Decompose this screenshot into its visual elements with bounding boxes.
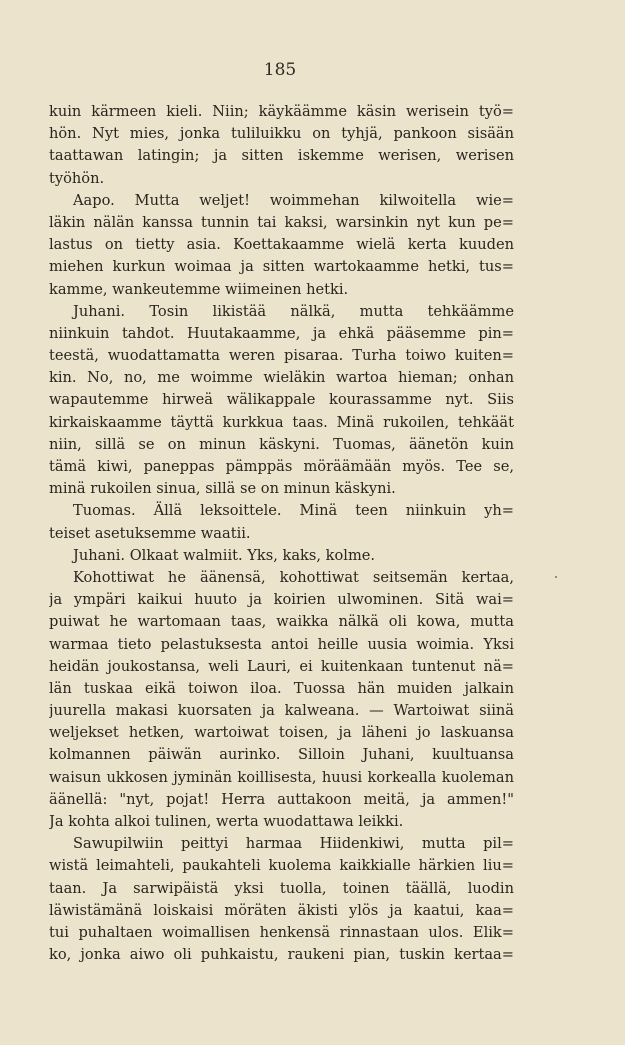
text-line: län tuskaa eikä toiwon iloa. Tuossa hän muiden jalkain	[49, 679, 514, 697]
text-line: ko, jonka aiwo oli puhkaistu, raukeni pian, tuskin kertaa=	[49, 946, 514, 964]
text-line: teestä, wuodattamatta weren pisaraa. Turha toiwo kuiten=	[49, 347, 514, 365]
text-line: lastus on tietty asia. Koettakaamme wielä kerta kuuden	[49, 236, 514, 254]
text-line: waisun ukkosen jyminän koillisesta, huusi korkealla kuoleman	[49, 768, 514, 786]
text-line: Tuomas. Ällä leksoittele. Minä teen niinkuin yh=	[73, 502, 514, 520]
text-line: taan. Ja sarwipäistä yksi tuolla, toinen täällä, luodin	[49, 879, 514, 897]
text-line: Ja kohta alkoi tulinen, werta wuodattawa leikki.	[49, 813, 404, 830]
body-text	[49, 101, 514, 966]
text-line: hön. Nyt mies, jonka tuliluikku on tyhjä, pankoon sisään	[49, 125, 514, 143]
text-line: läwistämänä loiskaisi möräten äkisti ylös ja kaatui, kaa=	[49, 901, 514, 919]
text-line: Kohottiwat he äänensä, kohottiwat seitsemän kertaa,	[73, 568, 514, 586]
text-line: juurella makasi kuorsaten ja kalweana. — Wartoiwat siinä	[49, 702, 514, 720]
text-line: niin, sillä se on minun käskyni. Tuomas, äänetön kuin	[49, 435, 514, 453]
text-line: tui puhaltaen woimallisen henkensä rinnastaan ulos. Elik=	[49, 923, 514, 941]
text-line: heidän joukostansa, weli Lauri, ei kuitenkaan tuntenut nä=	[49, 657, 514, 675]
text-line: weljekset hetken, wartoiwat toisen, ja läheni jo laskuansa	[49, 724, 514, 742]
text-line: niinkuin tahdot. Huutakaamme, ja ehkä pääsemme pin=	[49, 324, 514, 342]
text-line: taattawan latingin; ja sitten iskemme werisen, werisen	[49, 147, 514, 165]
text-line: kolmannen päiwän aurinko. Silloin Juhani, kuultuansa	[49, 746, 514, 764]
text-line: äänellä: "nyt, pojat! Herra auttakoon meitä, ja ammen!"	[49, 790, 514, 808]
text-line: puiwat he wartomaan taas, waikka nälkä oli kowa, mutta	[49, 613, 514, 631]
text-line: ja ympäri kaikui huuto ja koirien ulwominen. Sitä wai=	[49, 591, 514, 609]
text-line: warmaa tieto pelastuksesta antoi heille uusia woimia. Yksi	[49, 635, 514, 653]
text-line: minä rukoilen sinua, sillä se on minun käskyni.	[49, 480, 396, 498]
text-line: Sawupilwiin peittyi harmaa Hiidenkiwi, mutta pil=	[73, 835, 514, 853]
text-line: kirkaiskaamme täyttä kurkkua taas. Minä rukoilen, tehkäät	[49, 413, 514, 431]
text-line: miehen kurkun woimaa ja sitten wartokaamme hetki, tus=	[49, 258, 514, 276]
text-line: tämä kiwi, paneppas pämppäs möräämään myös. Tee se,	[49, 458, 514, 475]
text-line: Juhani. Tosin likistää nälkä, mutta tehkäämme	[73, 302, 514, 320]
page-number: 185	[263, 60, 297, 80]
text-line: kuin kärmeen kieli. Niin; käykäämme käsin werisein työ=	[49, 103, 514, 120]
text-line: kin. No, no, me woimme wieläkin wartoa hieman; onhan	[49, 369, 514, 387]
text-line: Juhani. Olkaat walmiit. Yks, kaks, kolme.	[73, 546, 376, 564]
text-line: Aapo. Mutta weljet! woimmehan kilwoitella wie=	[73, 191, 514, 209]
text-line: työhön.	[49, 169, 105, 187]
text-line: läkin nälän kanssa tunnin tai kaksi, warsinkin nyt kun pe=	[49, 213, 514, 231]
text-line: wistä leimahteli, paukahteli kuolema kaikkialle härkien liu=	[49, 857, 514, 875]
text-line: kamme, wankeutemme wiimeinen hetki.	[49, 280, 349, 298]
text-line: wapautemme hirweä wälikappale kourassamme nyt. Siis	[49, 391, 514, 409]
text-line: teiset asetuksemme waatii.	[49, 524, 251, 542]
print-speck	[555, 576, 557, 578]
